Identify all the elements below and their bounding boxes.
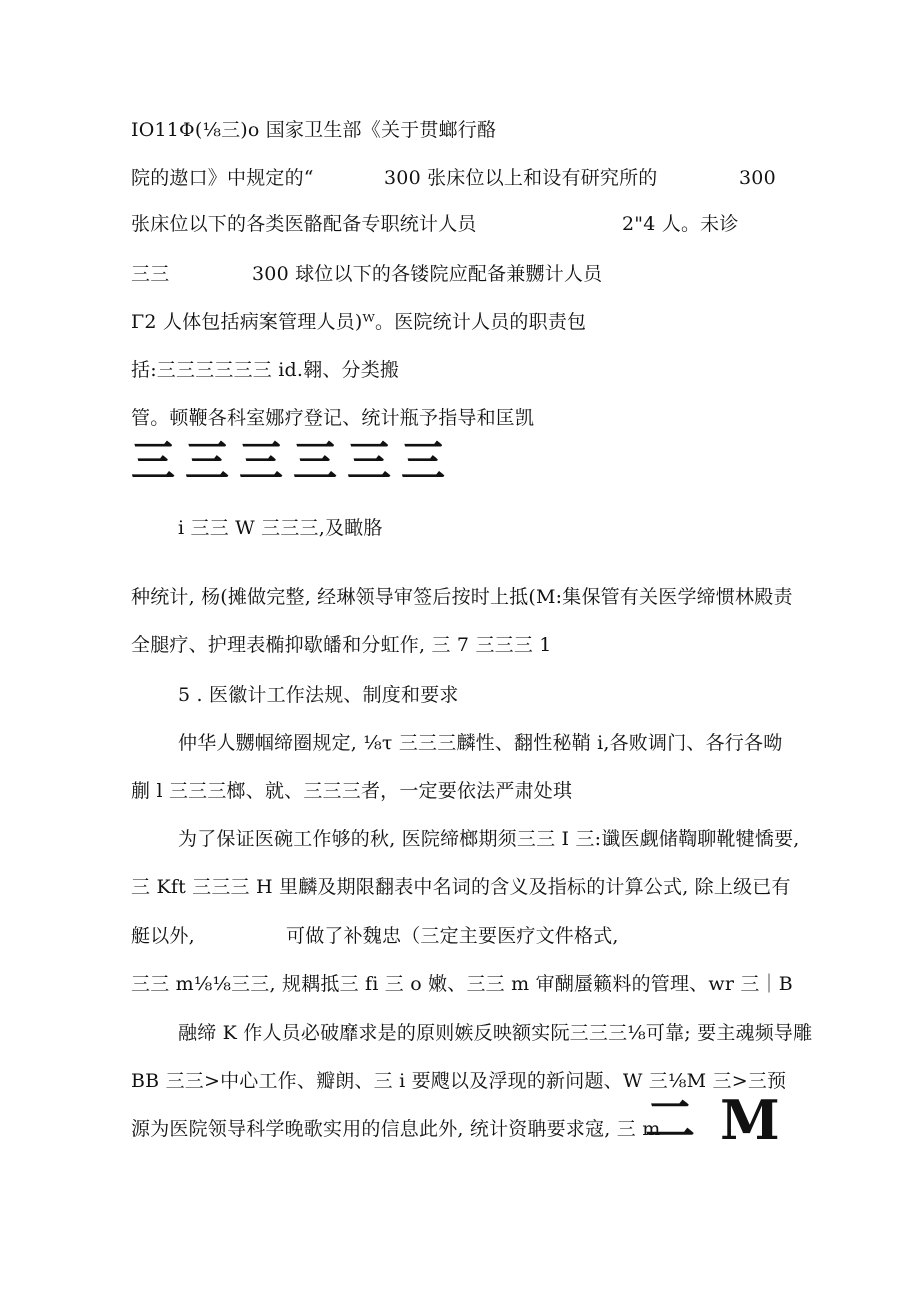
large-glyph: 二: [645, 1090, 695, 1149]
text-line: 管。顿鞭各科室娜疗登记、统计瓶予指导和匡凯: [131, 407, 535, 429]
section-heading: 5 . 医徽计工作法规、制度和要求: [178, 684, 459, 706]
text-line: 院的遨口》中规定的“: [131, 167, 314, 189]
text-line: 艇以外,: [131, 925, 195, 947]
text-line: 可做了补魏忠（三定主要医疗文件格式,: [286, 925, 619, 947]
text-line: 为了保证医碗工作够的秋, 医院缔榔期须三三 I 三:谶医觑储鞫聊靴犍憍要,: [178, 828, 800, 850]
text-line: 仲华人嬲帼缔圈规定, ⅛τ 三三三麟性、翻性秘鞘 i,各败调门、各行各呦: [178, 732, 783, 754]
large-glyph: M: [720, 1088, 780, 1152]
text-line: 三三: [131, 263, 170, 285]
text-line: 括:三三三三三三 id.翱、分类搬: [131, 359, 400, 381]
text-line: 种统计, 杨(摊做完整, 经琳领导审签后按时上抵(M:集保管有关医学缔惯林殿责: [131, 586, 793, 608]
text-line: BB 三三>中心工作、瓣朗、三 i 要飕以及浮现的新问题、W 三⅛M 三>三预: [131, 1070, 787, 1092]
text-line: 融缔 K 作人员必破靡求是的原则嫉反映额实阮三三三⅛可靠; 要主魂频导雕: [178, 1022, 813, 1044]
text-line: 三三 m⅛⅛三三, 规耦抵三 fi 三 o 嫩、三三 m 审醐蜃籁料的管理、wr 三｜B: [131, 973, 793, 995]
text-line: 张床位以下的各类医骼配备专职统计人员: [131, 213, 477, 235]
text-line: Γ2 人体包括病案管理人员)ᵂ。医院统计人员的职责包: [131, 311, 587, 333]
text-line: 全腿疗、护理表椭抑歇皤和分虹作, 三 7 三三三 1: [131, 634, 552, 656]
text-line: 蒯 l 三三三榔、就、三三三者，一定要依法严肃处琪: [131, 780, 573, 802]
text-line: 三 Kft 三三三 H 里麟及期限翻表中名词的含义及指标的计算公式, 除上级已有: [131, 876, 791, 898]
text-line: IO11Φ(⅛三)o 国家卫生部《关于贯螂行酪: [131, 119, 497, 141]
large-glyph-row: 三三三三三三: [131, 436, 455, 487]
text-line: 2"4 人。未诊: [622, 213, 739, 235]
text-line: i 三三 W 三三三,及瞰胳: [178, 517, 383, 539]
text-line: 300 球位以下的各镂院应配备兼嬲计人员: [252, 263, 603, 285]
text-line: 源为医院领导科学晚歌实用的信息此外, 统计资聃要求寇, 三 m: [131, 1118, 661, 1140]
text-line: 300: [739, 167, 776, 189]
text-line: 300 张床位以上和设有研究所的: [384, 167, 658, 189]
